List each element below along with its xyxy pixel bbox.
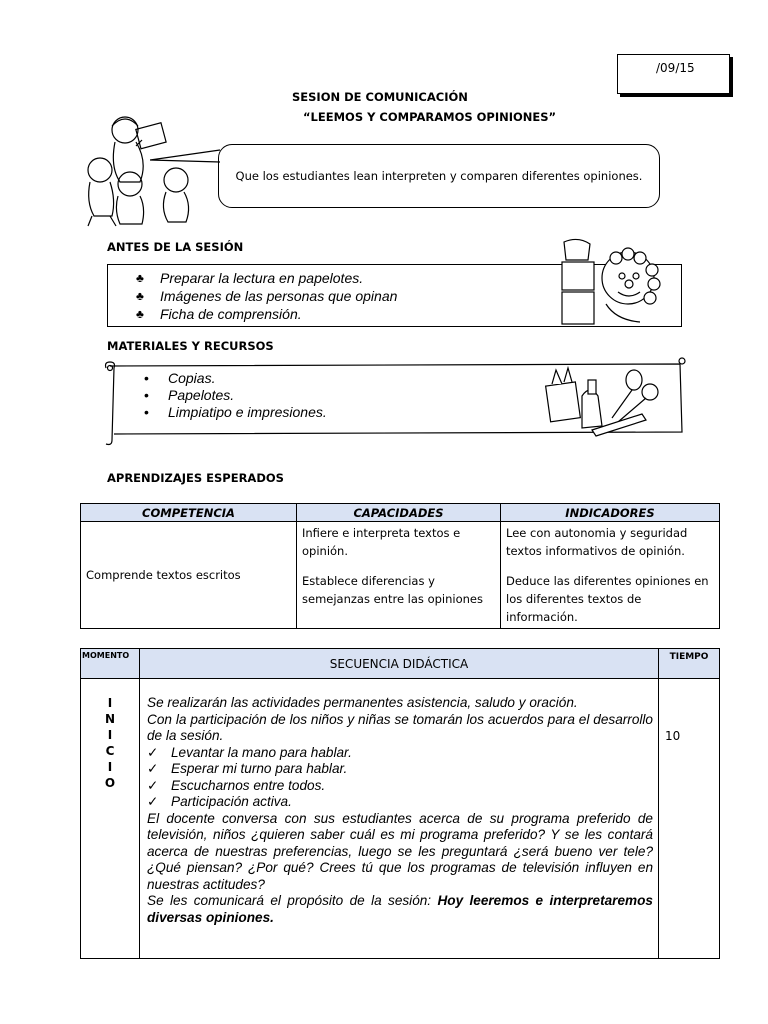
dot-bullet-icon: •: [144, 387, 149, 403]
list-item: ✓ Esperar mi turno para hablar.: [147, 761, 348, 776]
school-supplies-illustration: [542, 366, 664, 440]
dot-bullet-icon: •: [144, 404, 149, 420]
tiempo-cell: 10: [659, 679, 720, 959]
aprendizajes-table: [80, 503, 720, 629]
list-item: ✓ Escucharnos entre todos.: [147, 777, 326, 793]
dot-bullet-icon: •: [144, 370, 149, 386]
materiales-list: [140, 370, 327, 421]
list-item: ♣ Ficha de comprensión.: [136, 306, 302, 322]
materiales-heading: MATERIALES Y RECURSOS: [107, 339, 274, 353]
check-icon: ✓: [147, 794, 159, 809]
club-bullet-icon: ♣: [136, 307, 144, 321]
secuencia-text: Se realizarán las actividades permanentes asistencia, saludo y oración. Con la participación de los niños y niñas se tomarán los acuerdos para el desarrollo de la sesión. ✓ Levantar la mano para hablar. ✓ Esperar mi turno para hablar. ✓ Escucharnos entre todos. ✓ Participación activa. El docente conversa con sus estudiantes acerca de su programa preferido de televisión, niños ¿quieren saber cuál es mi programa preferido? Y se les contará acerca de nuestras preferencias, luego se les preguntará ¿será bueno ver tele? ¿Qué piensan? ¿Por qué? Crees tú que los programas de televisión influyen en nuestras actitudes? Se les comunicará el propósito de la sesión: Hoy leeremos e interpretaremos diversas opiniones.: [147, 695, 653, 925]
table-header-row: [81, 649, 720, 679]
list-item: • Papelotes.: [144, 387, 235, 403]
club-bullet-icon: ♣: [136, 289, 144, 303]
page-title: SESION DE COMUNICACIÓN: [292, 90, 468, 104]
page-subtitle: “LEEMOS Y COMPARAMOS OPINIONES”: [303, 110, 557, 124]
momento-cell: I N I C I O: [81, 679, 140, 959]
table-header: INDICADORES: [501, 504, 720, 522]
table-header-row: [81, 504, 720, 522]
capacidades-cell: Infiere e interpreta textos e opinión. Establece diferencias y semejanzas entre las opiniones: [297, 522, 501, 629]
list-item: ♣ Imágenes de las personas que opinan: [136, 288, 398, 304]
check-icon: ✓: [147, 761, 159, 776]
purpose-bubble: [218, 144, 660, 208]
list-item: • Copias.: [144, 370, 216, 386]
competencia-cell: Comprende textos escritos: [81, 522, 297, 629]
secuencia-header: SECUENCIA DIDÁCTICA: [140, 649, 659, 679]
table-row: [81, 679, 720, 959]
check-icon: ✓: [147, 777, 159, 793]
clown-blocks-illustration: [556, 236, 666, 328]
indicadores-cell: Lee con autonomia y seguridad textos informativos de opinión. Deduce las diferentes opiniones en los diferentes textos de información.: [501, 522, 720, 629]
secuencia-cell: [140, 679, 659, 959]
purpose-text: Que los estudiantes lean interpreten y comparen diferentes opiniones.: [235, 169, 643, 183]
check-icon: ✓: [147, 744, 159, 760]
list-item: ♣ Preparar la lectura en papelotes.: [136, 270, 364, 286]
date-box: [617, 54, 730, 94]
secuencia-table: [80, 648, 720, 959]
club-bullet-icon: ♣: [136, 271, 144, 285]
momento-header: MOMENTO: [81, 649, 140, 679]
table-row: [81, 522, 720, 629]
list-item: • Limpiatipo e impresiones.: [144, 404, 327, 420]
antes-heading: ANTES DE LA SESIÓN: [107, 240, 244, 254]
purpose-statement: Hoy leeremos e interpretaremos diversas opiniones.: [147, 893, 653, 925]
table-header: COMPETENCIA: [81, 504, 297, 522]
list-item: ✓ Levantar la mano para hablar.: [147, 744, 352, 760]
date-text: /09/15: [656, 61, 695, 75]
table-header: CAPACIDADES: [297, 504, 501, 522]
bubble-pointer: [150, 146, 222, 168]
list-item: ✓ Participación activa.: [147, 794, 292, 809]
tiempo-header: TIEMPO: [659, 649, 720, 679]
aprendizajes-heading: APRENDIZAJES ESPERADOS: [107, 471, 284, 485]
children-reading-illustration: [80, 112, 230, 230]
